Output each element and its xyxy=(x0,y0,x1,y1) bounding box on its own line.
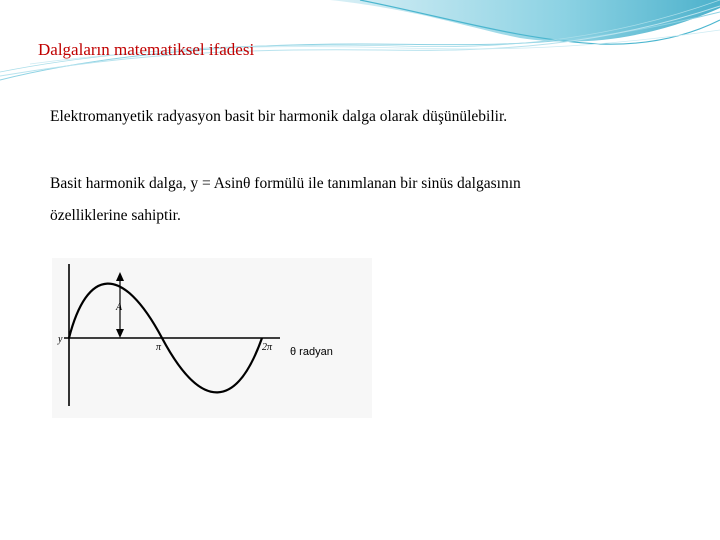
theta-axis-label: θ radyan xyxy=(290,346,333,358)
amplitude-label: A xyxy=(116,302,123,313)
paragraph-1: Elektromanyetik radyasyon basit bir harmonik dalga olarak düşünülebilir. xyxy=(50,108,508,125)
y-axis-label: y xyxy=(58,334,63,345)
paragraph-2: Basit harmonik dalga, y = Asinθ formülü ile tanımlanan bir sinüs dalgasının xyxy=(50,175,521,192)
sine-wave-figure xyxy=(52,258,372,418)
pi-tick-label: π xyxy=(156,342,162,353)
paragraph-3: özelliklerine sahiptir. xyxy=(50,207,181,224)
slide-title: Dalgaların matematiksel ifadesi xyxy=(38,40,255,59)
two-pi-tick-label: 2π xyxy=(262,342,273,353)
